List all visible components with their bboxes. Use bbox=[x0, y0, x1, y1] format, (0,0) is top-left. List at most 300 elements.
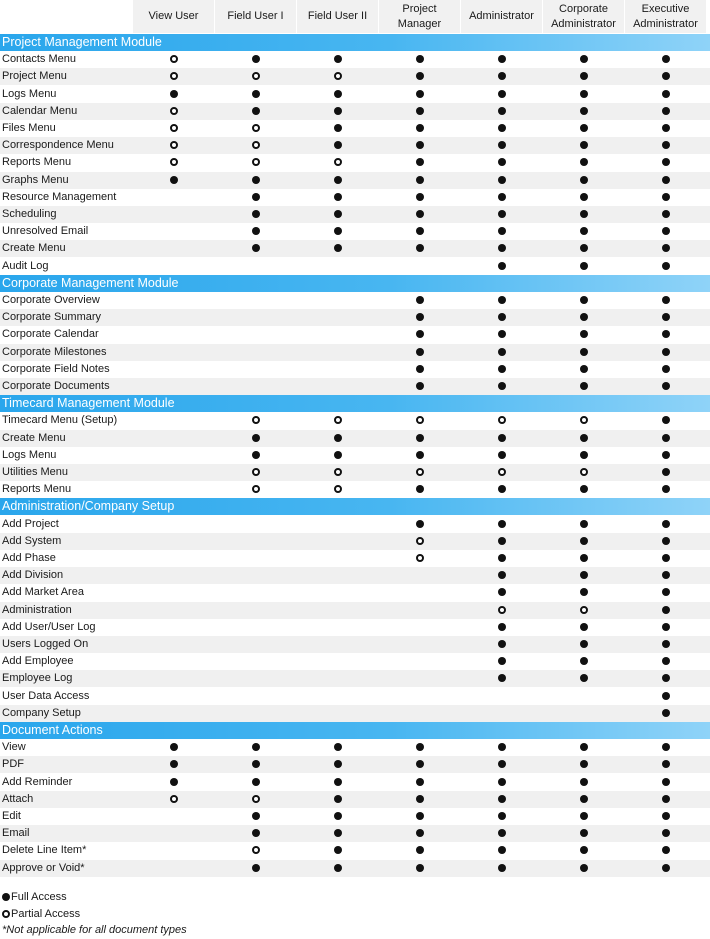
full-access-icon bbox=[416, 210, 424, 218]
partial-access-icon bbox=[170, 107, 178, 115]
full-access-icon bbox=[580, 382, 588, 390]
full-access-icon bbox=[416, 313, 424, 321]
full-access-icon bbox=[416, 141, 424, 149]
full-access-icon bbox=[580, 124, 588, 132]
full-access-icon bbox=[662, 330, 670, 338]
full-access-icon bbox=[498, 829, 506, 837]
row-label: PDF bbox=[2, 758, 24, 771]
full-access-icon bbox=[580, 829, 588, 837]
row-label: View bbox=[2, 741, 26, 754]
full-access-icon bbox=[252, 210, 260, 218]
full-access-icon bbox=[498, 451, 506, 459]
partial-access-icon bbox=[498, 606, 506, 614]
partial-access-icon bbox=[170, 158, 178, 166]
full-access-icon bbox=[498, 588, 506, 596]
full-access-icon bbox=[334, 210, 342, 218]
permission-row bbox=[0, 464, 710, 481]
full-access-icon bbox=[662, 657, 670, 665]
full-access-icon bbox=[334, 778, 342, 786]
full-access-icon bbox=[252, 107, 260, 115]
full-access-icon bbox=[662, 571, 670, 579]
partial-access-icon bbox=[170, 72, 178, 80]
permission-row bbox=[0, 688, 710, 705]
full-access-icon bbox=[252, 193, 260, 201]
full-access-icon bbox=[498, 657, 506, 665]
full-access-icon bbox=[662, 107, 670, 115]
full-access-icon bbox=[580, 864, 588, 872]
full-access-icon bbox=[170, 176, 178, 184]
row-label: Add Employee bbox=[2, 655, 74, 668]
full-access-icon bbox=[416, 795, 424, 803]
full-access-icon bbox=[334, 829, 342, 837]
permission-row bbox=[0, 567, 710, 584]
full-access-icon bbox=[252, 864, 260, 872]
row-label: Add Phase bbox=[2, 552, 56, 564]
full-access-icon bbox=[498, 365, 506, 373]
full-access-icon bbox=[662, 262, 670, 270]
full-access-icon bbox=[416, 90, 424, 98]
column-header: Corporate Administrator bbox=[543, 0, 624, 33]
full-access-icon bbox=[416, 244, 424, 252]
full-access-icon bbox=[252, 743, 260, 751]
row-label: Calendar Menu bbox=[2, 104, 78, 117]
full-access-icon bbox=[662, 313, 670, 321]
full-access-icon bbox=[334, 141, 342, 149]
full-access-icon bbox=[334, 124, 342, 132]
full-access-icon bbox=[170, 90, 178, 98]
full-access-icon bbox=[662, 640, 670, 648]
full-access-icon bbox=[662, 72, 670, 80]
full-access-icon bbox=[498, 520, 506, 528]
full-access-icon bbox=[580, 193, 588, 201]
full-access-icon bbox=[334, 795, 342, 803]
full-access-icon bbox=[498, 124, 506, 132]
full-access-icon bbox=[662, 743, 670, 751]
permission-row bbox=[0, 361, 710, 378]
full-access-icon bbox=[662, 468, 670, 476]
full-access-icon bbox=[580, 348, 588, 356]
row-label: Employee Log bbox=[2, 672, 73, 685]
row-label: Audit Log bbox=[2, 259, 49, 272]
partial-access-icon bbox=[252, 416, 260, 424]
row-label: Project Menu bbox=[2, 70, 67, 83]
full-access-icon bbox=[498, 485, 506, 493]
row-label: Utilities Menu bbox=[2, 466, 69, 478]
full-access-icon bbox=[498, 571, 506, 579]
full-access-icon bbox=[662, 709, 670, 717]
permission-row bbox=[0, 619, 710, 636]
permission-row bbox=[0, 533, 710, 550]
full-access-icon bbox=[334, 90, 342, 98]
full-access-icon bbox=[662, 176, 670, 184]
full-access-icon bbox=[662, 382, 670, 390]
column-header-row bbox=[0, 0, 710, 33]
full-access-icon bbox=[498, 296, 506, 304]
permission-row bbox=[0, 137, 710, 154]
full-access-icon bbox=[498, 227, 506, 235]
full-access-icon bbox=[662, 296, 670, 304]
full-access-icon bbox=[580, 520, 588, 528]
full-access-icon bbox=[580, 778, 588, 786]
full-access-icon bbox=[252, 176, 260, 184]
permission-row bbox=[0, 670, 710, 687]
full-access-icon bbox=[334, 227, 342, 235]
column-header: Field User II bbox=[297, 0, 378, 33]
permission-row bbox=[0, 86, 710, 103]
row-label: Corporate Field Notes bbox=[2, 362, 110, 375]
partial-access-icon bbox=[580, 606, 588, 614]
section-header: Document Actions bbox=[0, 722, 710, 739]
partial-access-icon bbox=[334, 416, 342, 424]
full-access-icon bbox=[662, 795, 670, 803]
full-access-icon bbox=[580, 674, 588, 682]
full-access-icon bbox=[662, 674, 670, 682]
row-label: Delete Line Item* bbox=[2, 844, 87, 857]
row-label: Users Logged On bbox=[2, 638, 89, 650]
full-access-icon bbox=[416, 760, 424, 768]
row-label: Contacts Menu bbox=[2, 53, 76, 66]
full-access-icon bbox=[662, 451, 670, 459]
permission-row bbox=[0, 825, 710, 842]
permission-row bbox=[0, 68, 710, 85]
full-access-icon bbox=[498, 640, 506, 648]
row-label: Email bbox=[2, 827, 30, 840]
permission-row bbox=[0, 481, 710, 498]
full-access-icon bbox=[580, 244, 588, 252]
full-access-icon bbox=[662, 434, 670, 442]
full-access-icon bbox=[416, 812, 424, 820]
permission-row bbox=[0, 120, 710, 137]
full-access-icon bbox=[334, 55, 342, 63]
full-access-icon bbox=[416, 348, 424, 356]
permission-row bbox=[0, 756, 710, 773]
full-access-icon bbox=[498, 55, 506, 63]
full-access-icon bbox=[662, 141, 670, 149]
full-access-icon bbox=[2, 893, 10, 901]
full-access-icon bbox=[580, 313, 588, 321]
full-access-icon bbox=[498, 382, 506, 390]
full-access-icon bbox=[416, 296, 424, 304]
full-access-icon bbox=[498, 90, 506, 98]
row-label: Reports Menu bbox=[2, 156, 72, 169]
permission-row bbox=[0, 189, 710, 206]
full-access-icon bbox=[416, 107, 424, 115]
permission-row bbox=[0, 516, 710, 533]
full-access-icon bbox=[498, 107, 506, 115]
full-access-icon bbox=[498, 674, 506, 682]
full-access-icon bbox=[662, 124, 670, 132]
full-access-icon bbox=[498, 72, 506, 80]
permission-row bbox=[0, 808, 710, 825]
permission-row bbox=[0, 842, 710, 859]
full-access-icon bbox=[580, 657, 588, 665]
full-access-icon bbox=[580, 760, 588, 768]
row-label: User Data Access bbox=[2, 689, 90, 702]
full-access-icon bbox=[498, 176, 506, 184]
full-access-icon bbox=[416, 227, 424, 235]
full-access-icon bbox=[498, 244, 506, 252]
row-label: Add Market Area bbox=[2, 586, 84, 599]
full-access-icon bbox=[252, 829, 260, 837]
permission-row bbox=[0, 860, 710, 877]
partial-access-icon bbox=[416, 554, 424, 562]
full-access-icon bbox=[580, 72, 588, 80]
full-access-icon bbox=[498, 210, 506, 218]
row-label: Graphs Menu bbox=[2, 173, 69, 186]
full-access-icon bbox=[416, 193, 424, 201]
full-access-icon bbox=[334, 743, 342, 751]
full-access-icon bbox=[416, 176, 424, 184]
partial-access-icon bbox=[416, 468, 424, 476]
full-access-icon bbox=[662, 365, 670, 373]
full-access-icon bbox=[580, 90, 588, 98]
row-label: Corporate Calendar bbox=[2, 328, 99, 341]
permission-row bbox=[0, 344, 710, 361]
column-header: View User bbox=[133, 0, 214, 33]
partial-access-icon bbox=[2, 910, 10, 918]
row-label: Logs Menu bbox=[2, 448, 57, 461]
full-access-icon bbox=[416, 485, 424, 493]
full-access-icon bbox=[662, 554, 670, 562]
full-access-icon bbox=[252, 55, 260, 63]
full-access-icon bbox=[580, 107, 588, 115]
partial-access-icon bbox=[334, 485, 342, 493]
partial-access-icon bbox=[252, 72, 260, 80]
full-access-icon bbox=[416, 365, 424, 373]
column-header: Project Manager bbox=[379, 0, 460, 33]
full-access-icon bbox=[498, 812, 506, 820]
full-access-icon bbox=[580, 176, 588, 184]
row-label: Add Project bbox=[2, 517, 59, 530]
row-label: Company Setup bbox=[2, 706, 81, 719]
row-label: Corporate Summary bbox=[2, 311, 102, 324]
row-label: Add System bbox=[2, 534, 62, 547]
full-access-icon bbox=[170, 743, 178, 751]
full-access-icon bbox=[662, 348, 670, 356]
full-access-icon bbox=[580, 262, 588, 270]
row-label: Administration bbox=[2, 603, 72, 616]
full-access-icon bbox=[334, 176, 342, 184]
partial-access-icon bbox=[334, 72, 342, 80]
full-access-icon bbox=[170, 760, 178, 768]
full-access-icon bbox=[334, 846, 342, 854]
full-access-icon bbox=[498, 262, 506, 270]
permission-row bbox=[0, 51, 710, 68]
full-access-icon bbox=[252, 244, 260, 252]
full-access-icon bbox=[662, 55, 670, 63]
full-access-icon bbox=[580, 846, 588, 854]
full-access-icon bbox=[662, 193, 670, 201]
permission-row bbox=[0, 206, 710, 223]
full-access-icon bbox=[416, 846, 424, 854]
full-access-icon bbox=[580, 451, 588, 459]
row-label: Scheduling bbox=[2, 208, 57, 220]
partial-access-icon bbox=[252, 124, 260, 132]
legend-full-label: Full Access bbox=[11, 891, 67, 903]
permission-row bbox=[0, 326, 710, 343]
full-access-icon bbox=[416, 124, 424, 132]
partial-access-icon bbox=[498, 416, 506, 424]
section-header: Administration/Company Setup bbox=[0, 498, 710, 515]
permission-row bbox=[0, 774, 710, 791]
full-access-icon bbox=[498, 554, 506, 562]
full-access-icon bbox=[252, 451, 260, 459]
permission-row bbox=[0, 154, 710, 171]
full-access-icon bbox=[662, 158, 670, 166]
partial-access-icon bbox=[334, 158, 342, 166]
full-access-icon bbox=[416, 434, 424, 442]
row-label: Approve or Void* bbox=[2, 861, 85, 874]
section-header: Corporate Management Module bbox=[0, 275, 710, 292]
section-header: Project Management Module bbox=[0, 34, 710, 51]
full-access-icon bbox=[334, 244, 342, 252]
footnote: *Not applicable for all document types bbox=[2, 924, 187, 936]
row-label: Corporate Overview bbox=[2, 294, 100, 306]
full-access-icon bbox=[416, 382, 424, 390]
full-access-icon bbox=[252, 434, 260, 442]
permission-row bbox=[0, 739, 710, 756]
full-access-icon bbox=[416, 330, 424, 338]
partial-access-icon bbox=[170, 795, 178, 803]
full-access-icon bbox=[416, 451, 424, 459]
full-access-icon bbox=[662, 812, 670, 820]
permission-row bbox=[0, 223, 710, 240]
partial-access-icon bbox=[252, 158, 260, 166]
partial-access-icon bbox=[252, 795, 260, 803]
partial-access-icon bbox=[498, 468, 506, 476]
partial-access-icon bbox=[252, 846, 260, 854]
row-label: Attach bbox=[2, 792, 34, 805]
full-access-icon bbox=[662, 623, 670, 631]
partial-access-icon bbox=[170, 55, 178, 63]
permission-row bbox=[0, 602, 710, 619]
full-access-icon bbox=[252, 760, 260, 768]
permission-row bbox=[0, 705, 710, 722]
permission-row bbox=[0, 653, 710, 670]
full-access-icon bbox=[580, 296, 588, 304]
permission-row bbox=[0, 550, 710, 567]
full-access-icon bbox=[580, 330, 588, 338]
full-access-icon bbox=[416, 520, 424, 528]
partial-access-icon bbox=[252, 485, 260, 493]
row-label: Corporate Milestones bbox=[2, 345, 107, 358]
full-access-icon bbox=[580, 795, 588, 803]
full-access-icon bbox=[580, 227, 588, 235]
partial-access-icon bbox=[416, 537, 424, 545]
row-label: Add User/User Log bbox=[2, 620, 96, 633]
full-access-icon bbox=[662, 760, 670, 768]
full-access-icon bbox=[580, 55, 588, 63]
full-access-icon bbox=[498, 778, 506, 786]
full-access-icon bbox=[334, 812, 342, 820]
full-access-icon bbox=[662, 537, 670, 545]
full-access-icon bbox=[580, 210, 588, 218]
full-access-icon bbox=[416, 55, 424, 63]
permission-row bbox=[0, 378, 710, 395]
partial-access-icon bbox=[334, 468, 342, 476]
row-label: Reports Menu bbox=[2, 483, 72, 496]
partial-access-icon bbox=[416, 416, 424, 424]
full-access-icon bbox=[580, 588, 588, 596]
permission-row bbox=[0, 430, 710, 447]
row-label: Timecard Menu (Setup) bbox=[2, 414, 118, 427]
row-label: Correspondence Menu bbox=[2, 139, 114, 152]
full-access-icon bbox=[498, 434, 506, 442]
full-access-icon bbox=[662, 829, 670, 837]
row-label: Create Menu bbox=[2, 242, 66, 255]
partial-access-icon bbox=[580, 416, 588, 424]
permission-row bbox=[0, 103, 710, 120]
full-access-icon bbox=[498, 760, 506, 768]
full-access-icon bbox=[580, 640, 588, 648]
full-access-icon bbox=[662, 692, 670, 700]
full-access-icon bbox=[252, 812, 260, 820]
full-access-icon bbox=[498, 330, 506, 338]
partial-access-icon bbox=[170, 124, 178, 132]
row-label: Unresolved Email bbox=[2, 225, 89, 238]
permission-row bbox=[0, 791, 710, 808]
full-access-icon bbox=[580, 365, 588, 373]
full-access-icon bbox=[334, 434, 342, 442]
full-access-icon bbox=[334, 193, 342, 201]
permission-row bbox=[0, 447, 710, 464]
full-access-icon bbox=[498, 537, 506, 545]
full-access-icon bbox=[498, 846, 506, 854]
section-header: Timecard Management Module bbox=[0, 395, 710, 412]
full-access-icon bbox=[662, 606, 670, 614]
permission-row bbox=[0, 240, 710, 257]
full-access-icon bbox=[580, 812, 588, 820]
full-access-icon bbox=[662, 416, 670, 424]
full-access-icon bbox=[580, 571, 588, 579]
full-access-icon bbox=[334, 760, 342, 768]
legend-full bbox=[2, 890, 67, 905]
full-access-icon bbox=[498, 193, 506, 201]
full-access-icon bbox=[580, 623, 588, 631]
permission-row bbox=[0, 584, 710, 601]
partial-access-icon bbox=[252, 468, 260, 476]
full-access-icon bbox=[416, 778, 424, 786]
partial-access-icon bbox=[580, 468, 588, 476]
full-access-icon bbox=[170, 778, 178, 786]
full-access-icon bbox=[662, 210, 670, 218]
full-access-icon bbox=[580, 434, 588, 442]
full-access-icon bbox=[416, 743, 424, 751]
row-label: Create Menu bbox=[2, 431, 66, 444]
full-access-icon bbox=[662, 588, 670, 596]
full-access-icon bbox=[662, 485, 670, 493]
full-access-icon bbox=[662, 520, 670, 528]
permission-row bbox=[0, 636, 710, 653]
full-access-icon bbox=[416, 158, 424, 166]
header-blank-cell bbox=[0, 0, 133, 33]
full-access-icon bbox=[662, 90, 670, 98]
full-access-icon bbox=[252, 227, 260, 235]
legend-partial-label: Partial Access bbox=[11, 908, 81, 920]
full-access-icon bbox=[580, 743, 588, 751]
full-access-icon bbox=[498, 348, 506, 356]
full-access-icon bbox=[580, 141, 588, 149]
full-access-icon bbox=[662, 778, 670, 786]
full-access-icon bbox=[416, 864, 424, 872]
full-access-icon bbox=[580, 554, 588, 562]
full-access-icon bbox=[662, 227, 670, 235]
row-label: Corporate Documents bbox=[2, 380, 110, 392]
full-access-icon bbox=[580, 158, 588, 166]
permission-row bbox=[0, 412, 710, 429]
permission-row bbox=[0, 309, 710, 326]
full-access-icon bbox=[498, 141, 506, 149]
